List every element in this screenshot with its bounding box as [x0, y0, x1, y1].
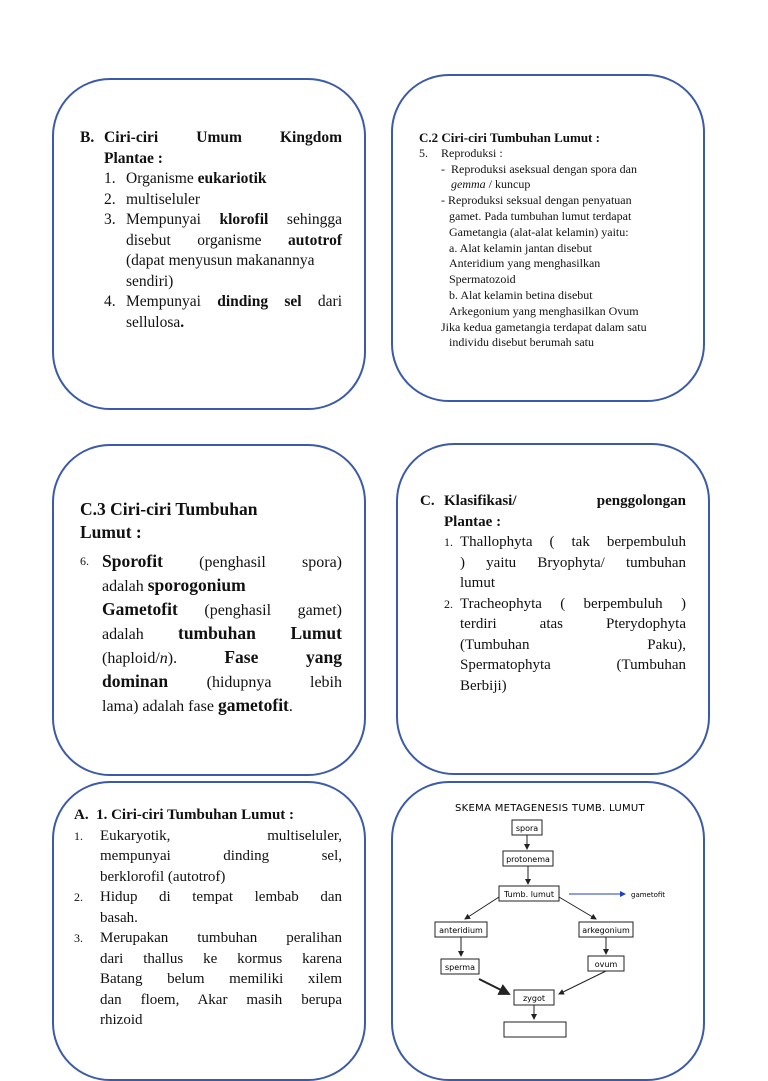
item-text: multiseluler, — [267, 827, 342, 844]
item-text: sel, — [321, 848, 342, 864]
term-dominan: dominan — [102, 671, 169, 691]
heading-word: Kingdom — [280, 129, 343, 146]
card-heading — [420, 491, 686, 512]
male-organ-line: Spermatozoid — [449, 272, 516, 287]
item-text: tumbuhan — [197, 930, 258, 946]
card-klasifikasi-plantae — [396, 443, 710, 775]
note-line: Jika kedua gametangia terdapat dalam satu — [441, 319, 647, 334]
card-content — [393, 783, 705, 1081]
card-content — [74, 805, 342, 1031]
item-text: xilem — [307, 971, 343, 987]
list-item — [74, 826, 342, 888]
item-number: 1. — [104, 170, 116, 187]
node-sperma: sperma — [444, 963, 476, 972]
arrow — [479, 979, 509, 994]
arrow — [559, 897, 596, 919]
item-text: Organisme — [126, 170, 198, 187]
item-text: Thallophyta ( tak berpembuluh — [460, 534, 686, 550]
diagram-title: SKEMA METAGENESIS TUMB. LUMUT — [455, 803, 645, 814]
heading-word: Umum — [196, 129, 242, 146]
text-line: Reproduksi aseksual dengan spora dan — [451, 161, 637, 176]
item-text: karena — [302, 950, 343, 967]
female-organ-line: Arkegonium yang menghasilkan Ovum — [449, 303, 639, 318]
item-text: rhizoid — [100, 1012, 143, 1028]
item-number: 2. — [104, 190, 116, 208]
heading-letter: C. — [420, 493, 435, 509]
card-skema-metagenesis — [391, 781, 705, 1081]
item-text: lumut — [460, 575, 496, 591]
item-text: adalah — [102, 626, 144, 643]
item-text: di — [159, 889, 171, 905]
card-ciri-umum-kingdom-plantae — [52, 78, 366, 410]
item-text: lama) adalah fase — [102, 698, 214, 715]
node-zygot: zygot — [522, 994, 546, 1003]
item-text: Hidup — [100, 889, 138, 905]
item-number: 6. — [80, 554, 89, 568]
dash-bullet: - — [441, 161, 445, 176]
asexual-reproduction — [419, 162, 683, 194]
term-sporogonium: sporogonium — [147, 575, 246, 595]
card-title: A. 1. Ciri-ciri Tumbuhan Lumut : — [74, 807, 295, 823]
node-ovum: ovum — [594, 960, 618, 969]
item-bold-text: autotrof — [288, 231, 342, 249]
item-text: ke — [203, 950, 218, 967]
heading-line-2 — [420, 512, 686, 533]
item-text: memiliki — [229, 971, 284, 987]
heading-text: Plantae : — [104, 149, 163, 167]
item-text: (Tumbuhan — [460, 636, 530, 653]
item-text: multiseluler — [126, 190, 201, 208]
item-number: 1. — [444, 535, 453, 549]
term-sporofit: Sporofit — [102, 551, 163, 571]
item-text: (penghasil gamet) — [204, 602, 342, 619]
item-bold-text: eukariotik — [197, 170, 267, 187]
node-box-partial — [504, 1022, 566, 1037]
item-text: basah. — [100, 909, 138, 926]
card-content — [420, 491, 686, 696]
item-text: ). — [167, 650, 178, 667]
item-text: (Tumbuhan — [616, 657, 686, 673]
sexual-reproduction-line: - Reproduksi seksual dengan penyatuan — [441, 193, 632, 208]
item-text: Paku), — [647, 636, 686, 653]
list-item — [104, 169, 342, 190]
item-text: dan — [320, 889, 343, 905]
item-text: terdiri — [460, 616, 497, 632]
item-text: mempunyai — [100, 848, 171, 864]
item-text: Eukaryotik, — [100, 827, 171, 844]
text-line: / kuncup — [485, 177, 531, 192]
note-line: individu disebut berumah satu — [449, 335, 594, 350]
node-protonema: protonema — [506, 855, 550, 864]
item-text: kormus — [237, 950, 283, 967]
item-text: Pterydophyta — [606, 616, 687, 632]
item-number: 1. — [74, 828, 83, 843]
item-number: 4. — [104, 293, 116, 310]
item-bold-text: dinding sel — [217, 293, 302, 310]
haploid-n: n — [159, 650, 168, 667]
item-bold-text: klorofil — [219, 211, 269, 228]
card-content — [80, 498, 342, 718]
item-text: (penghasil spora) — [199, 554, 342, 571]
card-title: C.2 Ciri-ciri Tumbuhan Lumut : — [419, 130, 600, 145]
item-text: Merupakan — [100, 930, 169, 946]
card-title-line: C.3 Ciri-ciri Tumbuhan — [80, 499, 258, 519]
item-bold-text: . — [180, 313, 185, 331]
item-text: Mempunyai — [126, 211, 201, 228]
label-gametofit: gametofit — [631, 891, 666, 899]
item-text: sellulosa — [126, 313, 181, 331]
card-sporofit-gametofit — [52, 444, 366, 776]
node-spora: spora — [515, 824, 539, 833]
item-text: dari — [100, 950, 124, 967]
sexual-reproduction-line: Gametangia (alat-alat kelamin) yaitu: — [449, 224, 629, 239]
item-number: 3. — [104, 211, 116, 228]
item-reproduksi — [419, 146, 683, 162]
node-arkegonium: arkegonium — [582, 926, 630, 935]
item-text: Spermatophyta — [460, 657, 551, 673]
list-item — [74, 887, 342, 928]
card-ciri-tumbuhan-lumut — [52, 781, 366, 1081]
item-text: tempat — [192, 889, 234, 905]
item-text: adalah — [102, 578, 144, 595]
item-text: lembab — [254, 889, 299, 905]
item-text: Mempunyai — [126, 293, 201, 310]
item-text: (dapat menyusun makanannya sendiri) — [126, 252, 315, 290]
gemma-term: gemma — [451, 177, 486, 192]
item-text: belum — [167, 971, 205, 987]
card-title-line: Lumut : — [80, 522, 142, 542]
item-number: 2. — [74, 890, 83, 904]
item-text: sehingga — [286, 211, 343, 228]
list-item — [104, 292, 342, 333]
item-label: Reproduksi : — [441, 145, 503, 160]
card-heading — [80, 128, 342, 149]
numbered-list — [80, 169, 342, 333]
sexual-reproduction-line: gamet. Pada tumbuhan lumut terdapat — [449, 208, 632, 223]
heading-word: Klasifikasi/ — [444, 493, 517, 509]
item-text: thallus — [143, 950, 184, 967]
list-item — [74, 928, 342, 1031]
item-text: Tracheophyta ( berpembuluh ) — [460, 595, 686, 612]
item-number: 3. — [74, 931, 83, 945]
heading-word: Ciri-ciri — [104, 129, 159, 146]
item-text: (haploid/ — [102, 650, 160, 667]
male-organ-line: a. Alat kelamin jantan disebut — [449, 240, 592, 255]
item-number: 2. — [444, 596, 453, 611]
card-content — [419, 130, 683, 351]
item-text: floem, — [140, 991, 180, 1008]
list-item — [104, 190, 342, 211]
metagenesis-diagram — [393, 783, 705, 1081]
item-text: berupa — [301, 991, 342, 1008]
item-text: dan — [100, 991, 122, 1008]
heading-word: penggolongan — [596, 493, 686, 509]
node-tumb-lumut: Tumb. lumut — [504, 890, 554, 899]
female-organ-line: b. Alat kelamin betina disebut — [449, 287, 593, 302]
heading-line-1 — [104, 128, 342, 149]
list-item — [104, 210, 342, 292]
item-text: Akar — [197, 991, 228, 1008]
list-item — [420, 532, 686, 594]
item-text: masih — [246, 991, 283, 1008]
item-number: 5. — [419, 145, 428, 160]
item-text: atas — [539, 616, 563, 632]
card-reproduksi-lumut — [391, 74, 705, 402]
item-text: Berbiji) — [460, 677, 507, 694]
item-text: ) yaitu Bryophyta/ tumbuhan — [460, 554, 686, 571]
arrow — [465, 897, 499, 919]
arrow — [559, 971, 606, 994]
item-text: (hidupnya lebih — [206, 674, 342, 691]
item-text: dinding — [223, 848, 270, 864]
term-gametofit: gametofit — [217, 695, 289, 715]
term-gametofit: Gametofit — [102, 599, 178, 619]
list-item — [420, 594, 686, 697]
heading-text: Plantae : — [444, 513, 502, 530]
item-text: peralihan — [286, 930, 342, 946]
item-text: berklorofil (autotrof) — [100, 868, 226, 885]
term-fase-yang: Fase yang — [224, 647, 342, 667]
item-text: . — [288, 698, 293, 715]
item-text: Batang — [100, 971, 143, 987]
heading-line-2 — [80, 149, 342, 170]
male-organ-line: Anteridium yang menghasilkan — [449, 256, 601, 271]
item-text: dari — [317, 293, 343, 310]
term-tumbuhan-lumut: tumbuhan Lumut — [178, 623, 342, 643]
node-anteridium: anteridium — [439, 926, 483, 935]
heading-letter: B. — [80, 129, 95, 146]
item-sporofit — [80, 550, 342, 718]
card-content — [80, 128, 342, 333]
item-text: disebut organisme — [126, 231, 262, 249]
